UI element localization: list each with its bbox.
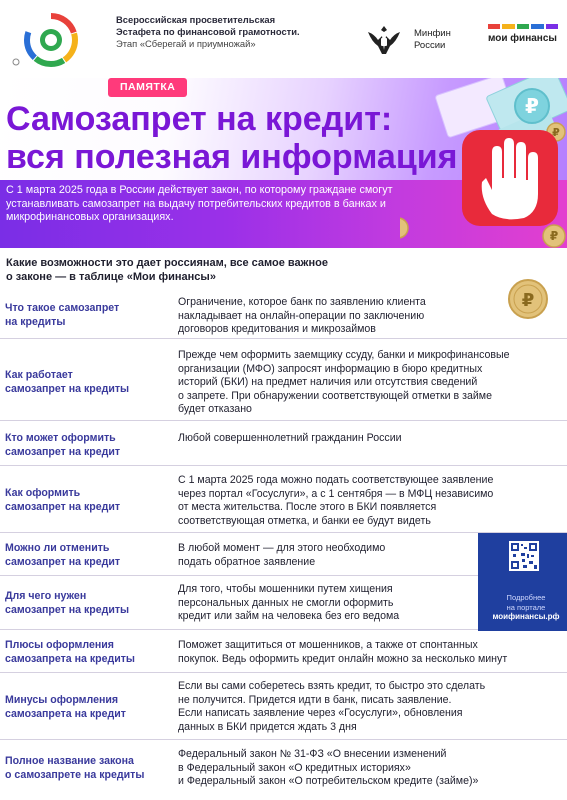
row-question [5,369,165,396]
intro-line: о законе — в таблице «Мои финансы» [6,271,216,283]
row-question [5,755,165,782]
row-answer [178,349,528,417]
row-answer [178,474,528,528]
qr-promo[interactable] [478,533,567,631]
table-row [0,630,567,673]
organizer-line: Эстафета по финансовой грамотности. [116,26,300,37]
intro-text [6,256,406,284]
question-line: самозапрета на кредит [5,707,126,720]
answer-line: не получится. Придется идти в банк, писать заявление. [178,693,452,706]
answer-line: Любой совершеннолетний гражданин России [178,432,402,444]
question-line: самозапрет на кредит [5,445,121,458]
row-answer [178,296,528,337]
row-question [5,432,165,459]
row-question [5,487,165,514]
qr-caption [484,593,567,622]
table-row [0,740,567,800]
title-line: Самозапрет на кредит: [6,100,393,138]
hero-banner [0,78,567,248]
organizer-text [116,14,356,50]
answer-line: в Федеральный закон «О кредитных историях» [178,761,411,774]
answer-line: Прежде чем оформить заемщику ссуду, банки и микрофинансовые [178,349,510,361]
stop-hand-icon [462,130,558,226]
qr-caption-line: Подробнее [506,593,546,602]
answer-line: через портал «Госуслуги», а с 1 сентября — в МФЦ независимо [178,487,494,500]
answer-line: Если написать заявление через «Госуслуги», обновления [178,707,463,719]
question-line: самозапрет на кредиты [5,603,130,616]
svg-text:₽: ₽ [552,126,560,139]
stop-hand-illustration [400,78,567,248]
answer-line: и Федеральный закон «О потребительском кредите (займе)» [178,775,479,787]
emblem-icon [364,20,404,60]
row-answer [178,583,528,624]
answer-line: С 1 марта 2025 года можно подать соответствующее заявление [178,474,494,486]
ministry-line: России [414,40,446,51]
stage-line: Этап «Сберегай и приумножай» [116,38,256,49]
answer-line: соответствующая отметка, и банки ее будут видеть [178,514,431,527]
ruble-coin-icon [400,218,408,238]
question-line: Полное название закона [5,755,134,767]
answer-line: Для того, чтобы мошенники путем хищения [178,583,393,595]
svg-text:₽: ₽ [521,290,535,311]
question-line: Можно ли отменить [5,542,110,554]
relay-logo-icon [4,2,90,76]
question-line: Для чего нужен [5,590,87,602]
svg-text:₽: ₽ [525,94,539,118]
question-line: о самозапрете на кредиты [5,768,145,781]
svg-text:₽: ₽ [549,229,559,243]
answer-line: Федеральный закон № 31-ФЗ «О внесении изменений [178,748,447,760]
question-line: самозапрет на кредит [5,555,121,568]
question-line: самозапрет на кредиты [5,382,130,395]
answer-line: кредит или займ на человека без его ведома [178,610,400,622]
question-line: Что такое самозапрет [5,302,120,314]
table-row [0,421,567,466]
answer-line: накладывает на онлайн-операции по заключению [178,309,425,322]
answer-line: организации (МФО) запросят информацию в бюро кредитных [178,362,483,375]
row-answer [178,432,528,446]
answer-line: персональных данных не смогли оформить [178,596,394,609]
row-answer [178,680,528,734]
row-answer [178,639,528,666]
answer-line: от места жительства. После этого в БКИ появляется [178,501,437,513]
answer-line: историй (БКИ) на предмет наличия или отсутствия сведений [178,376,478,388]
row-answer [178,748,528,789]
answer-line: о запрете. При обнаружении соответствующей отметки в займе [178,389,492,402]
question-line: на кредиты [5,315,66,328]
table-row [0,339,567,421]
ministry-line: Минфин [414,28,451,39]
ministry-label [414,28,451,52]
answer-line: В любой момент — для этого необходимо [178,542,386,554]
answer-line: Ограничение, которое банк по заявлению клиента [178,296,426,308]
row-question [5,639,165,666]
row-question [5,302,165,329]
qr-caption-line: на портале [506,602,546,612]
answer-line: договоров кредитования и микрозаймов [178,323,376,335]
row-question [5,590,165,617]
answer-line: данных в БКИ придется ждать 3 дня [178,720,357,733]
answer-line: будет отказано [178,403,252,415]
answer-line: Если вы сами соберетесь взять кредит, то быстро это сделать [178,680,486,692]
row-question [5,694,165,721]
intro-line: Какие возможности это дает россиянам, все самое важное [6,257,328,269]
ruble-coin-icon [515,89,549,123]
title-line: вся полезная информация [6,138,458,176]
page-header [0,0,567,78]
table-row [0,290,567,339]
organizer-line: Всероссийская просветительская [116,14,276,25]
question-line: Кто может оформить [5,432,116,444]
brand-stripes [488,24,558,29]
hero-subtitle: С 1 марта 2025 года в России действует закон, по которому граждане смогут устанавливать самозапрет на выдачу потребительских кредитов в банках и микрофинансовых организациях. [6,184,393,223]
brand-name: мои финансы [488,33,557,44]
row-answer [178,542,528,569]
question-line: Как работает [5,369,73,381]
row-question [5,542,165,569]
question-line: самозапрет на кредит [5,500,121,513]
question-line: Как оформить [5,487,81,499]
answer-line: Поможет защититься от мошенников, а также от спонтанных [178,639,478,651]
answer-line: подать обратное заявление [178,555,316,568]
answer-line: покупок. Ведь оформить кредит онлайн можно за несколько минут [178,652,508,665]
table-row [0,673,567,740]
qr-code-icon[interactable] [509,541,539,571]
question-line: Плюсы оформления [5,639,114,651]
memo-badge: ПАМЯТКА [108,78,187,97]
ruble-coin-icon [543,225,565,247]
question-line: Минусы оформления [5,694,119,706]
table-row [0,466,567,533]
moi-finansy-logo [488,24,558,44]
portal-link[interactable]: моифинансы.рф [492,612,560,621]
question-line: самозапрета на кредиты [5,652,135,665]
